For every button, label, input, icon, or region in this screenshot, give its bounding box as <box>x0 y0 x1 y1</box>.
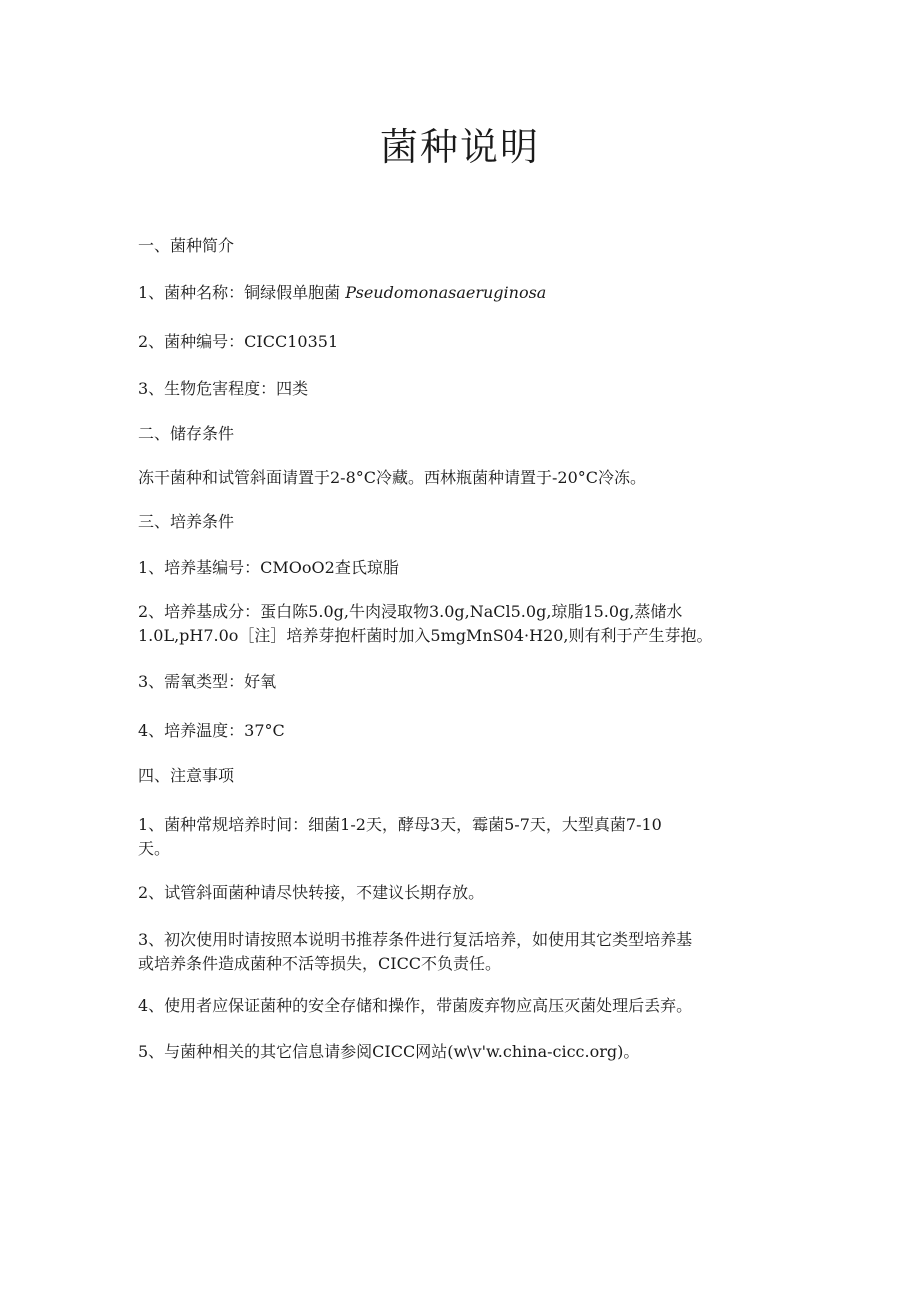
medium-composition-line-2: 1.0L,pH7.0o［注］培养芽抱杆菌时加入5mgMnS04·H20,则有利于产生芽抱。 <box>138 626 713 645</box>
section-heading-intro: 一、菌种简介 <box>138 236 235 255</box>
document-title: 菌种说明 <box>379 125 540 169</box>
medium-number: 1、培养基编号：CMOoO2查氏琼脂 <box>138 558 399 577</box>
note-item-4: 4、使用者应保证菌种的安全存储和操作，带菌废弃物应高压灭菌处理后丢弃。 <box>138 996 693 1015</box>
medium-composition-line-1: 2、培养基成分：蛋白陈5.0g,牛肉浸取物3.0g,NaCl5.0g,琼脂15.0g,蒸储水 <box>138 602 683 621</box>
note-item-3-line-1: 3、初次使用时请按照本说明书推荐条件进行复活培养，如使用其它类型培养基 <box>138 930 693 949</box>
note-item-3-line-2: 或培养条件造成菌种不活等损失，CICC不负责任。 <box>138 954 502 973</box>
section-heading-storage: 二、储存条件 <box>138 424 235 443</box>
strain-name-line <box>138 281 798 305</box>
strain-number: 2、菌种编号：CICC10351 <box>138 332 339 351</box>
note-item-5: 5、与菌种相关的其它信息请参阅CICC网站(w\v'w.china-cicc.org)。 <box>138 1042 640 1061</box>
note-item-2: 2、试管斜面菌种请尽快转接，不建议长期存放。 <box>138 883 485 902</box>
biohazard-level: 3、生物危害程度：四类 <box>138 379 309 398</box>
strain-latin-name: Pseudomonasaeruginosa <box>345 283 547 302</box>
oxygen-type: 3、需氧类型：好氧 <box>138 672 277 691</box>
note-item-1-line-2: 天。 <box>138 839 171 858</box>
strain-name-label: 1、菌种名称：铜绿假单胞菌 <box>138 283 341 302</box>
note-item-1-line-1: 1、菌种常规培养时间：细菌1-2天，酵母3天，霉菌5-7天，大型真菌7-10 <box>138 815 662 834</box>
storage-conditions-text: 冻干菌种和试管斜面请置于2-8°C冷藏。西林瓶菌种请置于-20°C冷冻。 <box>138 468 647 487</box>
culture-temperature: 4、培养温度：37°C <box>138 721 285 740</box>
section-heading-notes: 四、注意事项 <box>138 766 235 785</box>
section-heading-culture: 三、培养条件 <box>138 512 235 531</box>
